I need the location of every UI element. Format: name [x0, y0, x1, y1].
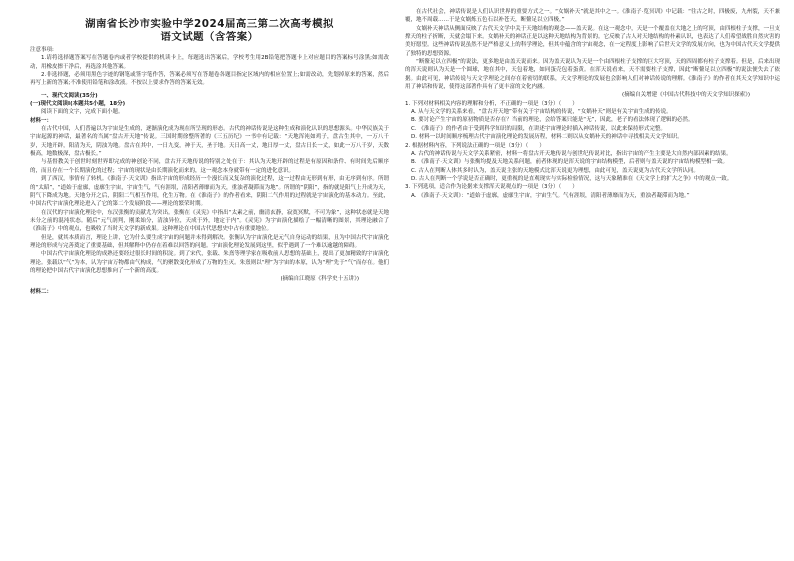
- material-one-paragraph: 但是，就其本质而言，理论上讲，它为什么要生成宇宙的问题并未得到解决。张衡认为宇宙演化是元气自身运动的结果，且为中国古代宇宙演化理论的形成与完善奠定了重要基础，但其解释中仍存在着难以回答的问题。宇宙演化理论发展到这里，似乎遇到了一个难以逾越的障碍。: [30, 234, 389, 249]
- material-one-label: 材料一：: [30, 117, 53, 124]
- exam-subtitle: 语文试题（含答案）: [160, 31, 259, 43]
- reading-intro: 阅读下面的文字，完成下面小题。: [41, 109, 124, 116]
- question-3: [405, 183, 780, 200]
- notes-heading: 注意事项:: [30, 47, 54, 53]
- question-1: [405, 100, 780, 142]
- material-two-label: 材料二：: [30, 288, 53, 295]
- question-option: A. 《淮南子·天文训》：“道始于虚廓，虚廓生宇宙，宇宙生气。气有涯垠，清阳者薄靡而为天，重浊者凝滞而为地。”: [411, 192, 690, 199]
- material-two-paragraph: 在古代社会，神话传说是人们认识世界的重要方式之一。“女娲补天”就是其中之一。《淮南子·览冥训》中记载：“往古之时，四极废，九州裂，天不兼覆，地不周载……于是女娲炼五色石以补苍天，断鳌足以立四极。”: [405, 9, 780, 24]
- question-option: C. 《淮南子》的作者由于受到科学知识的局限，在讲述宇宙理论时插入神话传说，以此来保持形式完整。: [411, 125, 666, 132]
- exam-title: 湖南省长沙市实验中学2024届高三第二次高考模拟: [85, 18, 334, 30]
- subsection-heading: (一)现代文阅读Ⅰ(本题共5小题，18分): [30, 101, 126, 108]
- material-one-paragraph: 中国古代宇宙演化理论的成熟还要经过很长时间的积淀。到了宋代，张载、朱熹等理学家在吸收前人思想的基础上，提出了更加精致的宇宙演化理论。张载以“气”为本，认为宇宙万物都由气构成，气的聚散变化形成了万物的生灭。朱熹则以“理”为宇宙的本原，认为“理”先于“气”而存在。他们的理论把中国古代宇宙演化思想推向了一个新的高度。: [30, 251, 389, 274]
- material-two-source: (摘编自关增建《中国古代科技中的天文学知识探索》): [621, 92, 750, 99]
- section-heading: 一、现代文阅读(35分): [41, 92, 98, 99]
- question-option: A. 从与天文学的关系来看，“盘古开天地”带有关于宇宙结构的传说，“女娲补天”则是有关宇宙生成的传说。: [411, 109, 672, 116]
- question-option: C. 古人在判断人体其多时认为，盖天说主张的天地模式比浑天说更为理想，由此可见，盖天说更为古代天文学所认同。: [411, 167, 699, 174]
- question-option: D. 古人在判断一个学说是否正确时，更重视的是直观现实与实际检验情况，这与天象精准在《天文学上的扩大之争》中的观点一致。: [411, 175, 733, 182]
- material-one-paragraph: 在古代中国，人们普遍以为宇宙是生成的，逐渐演化成为现在所呈现的形态。古代的神话传说是这种生成和演化认识的思想源头。中华民族关于宇宙起源的神话，最著名的当属“盘古开天地”传说。三国时期徐整所著的《三五历纪》一书中有记载：“天地浑沌如鸡子，盘古生其中，一万八千岁，天地开辟，阳清为天，阴浊为地。盘古在其中，一日九变，神于天，圣于地。天日高一丈，地日厚一丈，盘古日长一丈，如此一万八千岁，天数极高，地数极深，盘古极长。”: [30, 126, 389, 158]
- notes-item-2: 2.非选择题，必须用黑色字迹的钢笔或签字笔作答，答案必须写在答题卷各题目指定区域内的相应位置上;如需改动，先划掉原来的答案，然后再写上新的答案;不准使用铅笔和涂改液。不按以上要求作答的答案无效。: [30, 72, 389, 87]
- material-two-paragraph: “断鳌足以立四极”的说法，更多地是由盖天说而来。因为盖天说认为天是一个由四根柱子支撑的巨大穹顶，天的四周都有柱子支撑着。但是，后来出现的浑天说则认为天是一个圆球，地在其中，天包着地，如同蛋壳包着蛋黄。在浑天说看来，天不需要柱子支撑，因此“断鳌足以立四极”的说法便失去了依据。由此可见，神话传说与天文学理论之间存在着密切的联系，天文学理论的发展也会影响人们对神话传说的理解。《淮南子》的作者在其天文学知识中运用了神话和传说，使得这部著作具有了更丰富的文化内涵。: [405, 59, 780, 91]
- material-one-paragraph: 与基督教关于创世时刻世界即完成的神创论不同，盘古开天地传说的特别之处在于：其认为天地开辟的过程是有原因和条件、有时间先后顺序的，而且存在一个长期演化的过程；宇宙的现状是由长期演化而来的，这一观念本身就带有一定的进化意识。: [30, 159, 389, 174]
- question-stem: 3. 下列选项，适合作为论据来支撑浑天说观点的一项是（3分）（ ）: [405, 184, 578, 191]
- material-one-paragraph: 在汉代的宇宙演化理论中，东汉张衡的贡献尤为突出。张衡在《灵宪》中指出“太素之前，幽清玄静，寂寞冥默，不可为象”，这种状态就是天地未分之前的混沌状态。随后“元气剖判，刚柔始分，清浊异位，天成于外，地定于内”。《灵宪》为宇宙演化描绘了一幅清晰的图景，其理论融合了《淮南子》中的观点，也吸收了当时天文学的新成果。这种理论在中国古代思想史中占有重要地位。: [30, 209, 389, 233]
- question-stem: 1. 下列对材料相关内容的理解和分析，不正确的一项是（3分）（ ）: [405, 100, 578, 107]
- question-stem: 2. 根据材料内容，下列说法正确的一项是（3分）（ ）: [405, 142, 545, 149]
- material-one-source: (摘编自江晓原《科学史十五讲》): [280, 276, 359, 283]
- question-option: B. 要讨论产生宇宙的原初物质是否存在？当前的理论，会给答案只能是“无”，因此，老子的看法体现了逻辑的必然。: [411, 117, 694, 124]
- right-column: [397, 0, 794, 561]
- question-option: A. 古代的神话传说与天文学关系紧密，材料一将盘古开天地传说与创世纪传说对比，指出宇宙的产生主要是大自然内部因素的结果。: [411, 150, 732, 157]
- material-one-paragraph: 到了西汉，事情有了转机。《淮南子·天文训》指出宇宙的形成经历一个漫长而又复杂的演化过程，这一过程由无形到有形，由无序到有序。所谓的“太昭”，“道始于虚廓，虚廓生宇宙，宇宙生气，气有涯垠，清阳者薄靡而为天，重浊者凝滞而为地”。所谓的“阴阳”，指的就是阳气上升成为天，阴气下降成为地。天地分开之后，阴阳二气相互作用，化生万物。在《淮南子》的作者看来，阴阳二气作用的过程就是宇宙演化的基本动力。至此，中国古代宇宙演化理论进入了它的第二个发展阶段——理论的繁荣时期。: [30, 176, 389, 208]
- notes-item-1: 1.请将选择题答案写在答题卷内或者学校提供的机读卡上，每题选出答案后，学校考生用2B铅笔把答题卡上对应题目的答案标号涂黑;如需改动，用橡皮擦干净后，再选涂其他答案。: [30, 55, 389, 70]
- question-option: D. 材料一以时间顺序梳理古代宇宙演化理论的发展历程，材料二则以从女娲补天的神话中寻找相关天文学知识。: [411, 134, 683, 141]
- material-two-paragraph: 女娲补天神话从侧面反映了古代天文学中关于天地结构的观念——盖天说。在这一观念中，天是一个覆盖在大地之上的穹顶，由四根柱子支撑，一旦支撑天的柱子折断，天就会塌下来。女娲补天的神话正是以这种天地结构为背景的。它反映了古人对天地结构的朴素认识，也表达了人们希望战胜自然灾害的美好愿望。这些神话传说虽然不是严格意义上的科学理论，但其中蕴含的宇宙观念，在一定程度上影响了后世天文学的发展方向，也为中国古代天文学提供了独特的思想资源。: [405, 25, 780, 57]
- question-option: B. 《淮南子·天文训》与张衡均提及天地关系问题，前者体现的是浑天说的宇宙结构模型，后者则与盖天说的宇宙结构模型相一致。: [411, 159, 729, 166]
- question-2: [405, 142, 780, 184]
